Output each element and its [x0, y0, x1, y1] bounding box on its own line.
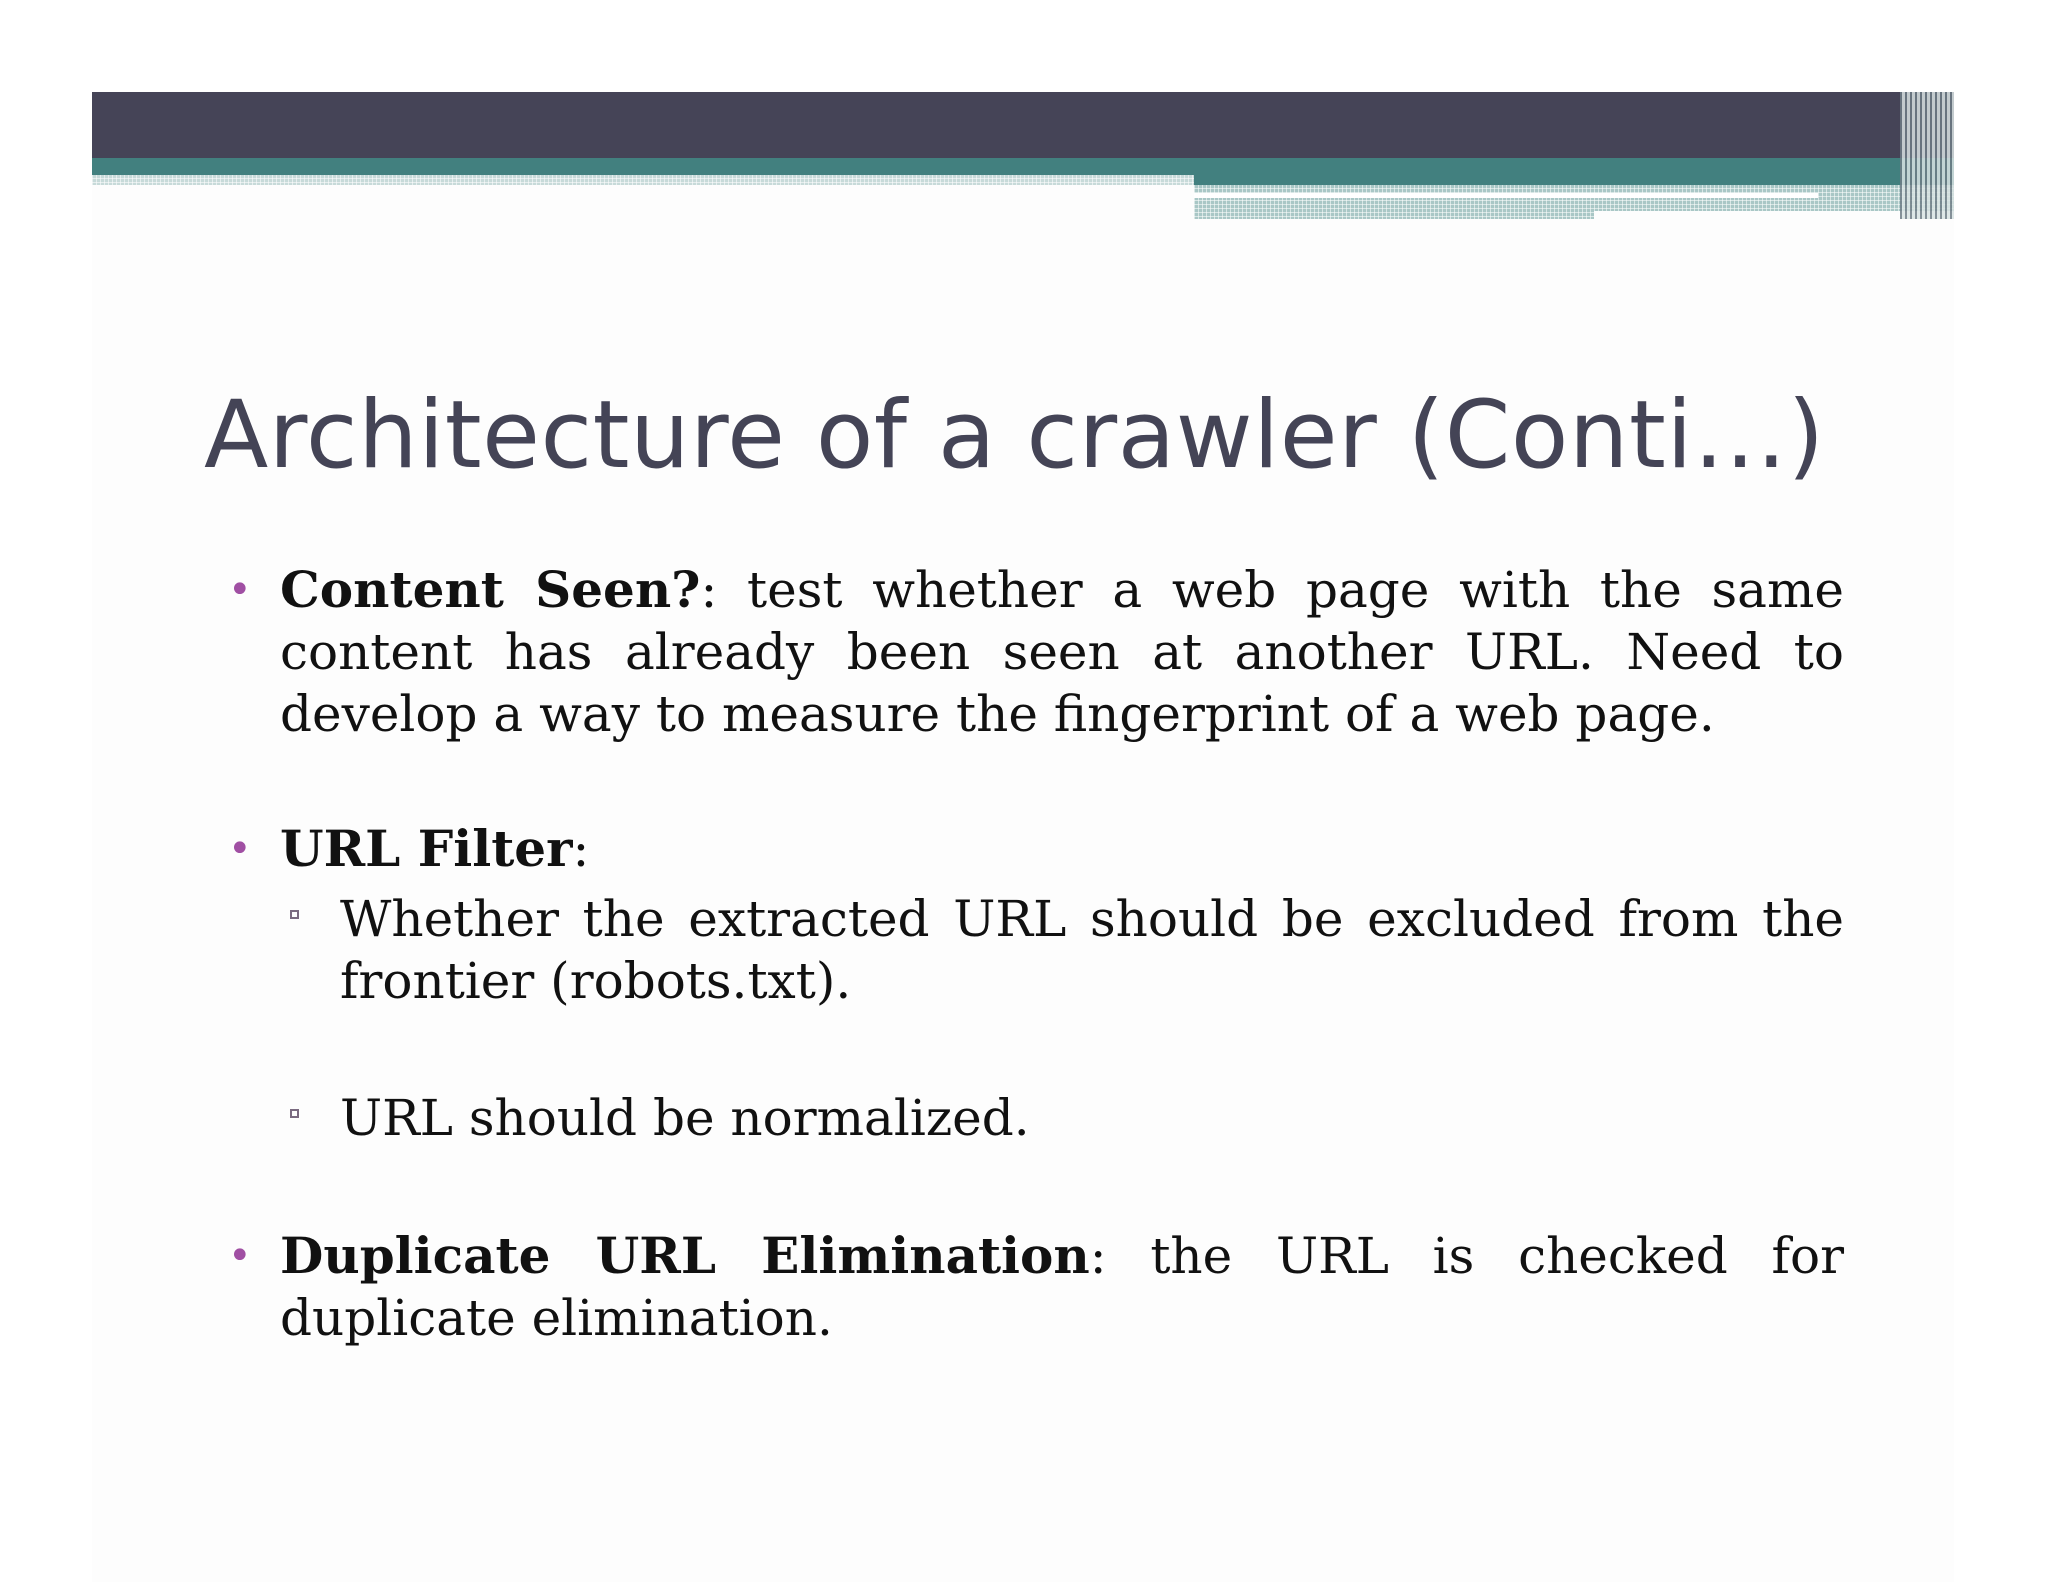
bullet-content-seen [228, 559, 1844, 745]
sub-bullet-robots [340, 888, 1844, 1012]
bullet-dot-icon: • [228, 1233, 252, 1279]
bullet-duplicate-url [228, 1225, 1845, 1349]
slide-title: Architecture of a crawler (Conti…) [204, 381, 1825, 490]
sub-bullet-text: Whether the extracted URL should be excluded from the frontier (robots.txt). [340, 890, 1844, 1010]
bullet-text: : [572, 820, 590, 878]
sub-bullet-text: URL should be normalized. [340, 1089, 1030, 1147]
hollow-square-icon [290, 910, 299, 919]
bullet-term: Duplicate URL Elimination [280, 1226, 1090, 1285]
bullet-url-filter [228, 818, 1844, 880]
sub-bullet-normalized [340, 1087, 1844, 1149]
bullet-text: : test whether a web page with the same content has already been seen at another URL. Need to develop a way to measure the fingerprint of a web page. [280, 561, 1844, 743]
hollow-square-icon [290, 1109, 299, 1118]
bullet-text: : the URL is checked for duplicate elimination. [280, 1227, 1845, 1347]
bullet-dot-icon: • [228, 826, 252, 872]
bullet-dot-icon: • [228, 567, 252, 613]
bullet-term: URL Filter [280, 819, 573, 878]
bullet-term: Content Seen? [280, 560, 701, 619]
